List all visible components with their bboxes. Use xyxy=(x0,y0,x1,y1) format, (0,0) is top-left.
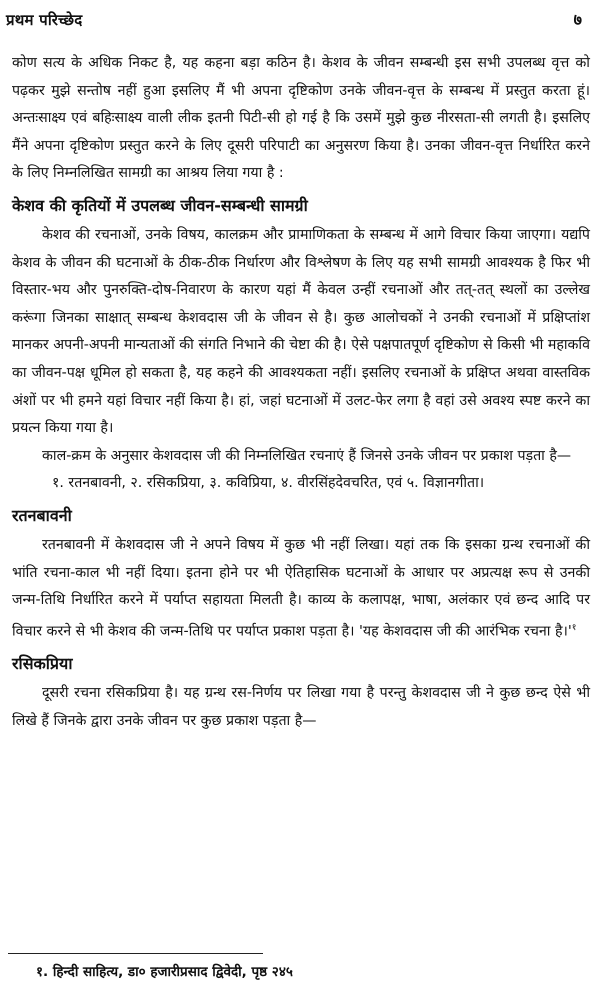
section-heading-rasikpriya: रसिकप्रिया xyxy=(12,654,73,674)
section-heading-ratanbavani: रतनबावनी xyxy=(12,505,72,525)
works-list: १. रतनबावनी, २. रसिकप्रिया, ३. कविप्रिया, ४. वीरसिंहदेवचरित, एवं ५. विज्ञानगीता। xyxy=(52,475,485,492)
paragraph-chronology: काल-क्रम के अनुसार केशवदास जी की निम्नलिखित रचनाएं हैं जिनसे उनके जीवन पर प्रकाश पड़ता है— xyxy=(42,447,572,464)
footnote: १. हिन्दी साहित्य, डा० हजारीप्रसाद द्विवेदी, पृष्ठ २४५ xyxy=(36,964,293,980)
paragraph-works: केशव की रचनाओं, उनके विषय, कालक्रम और प्रामाणिकता के सम्बन्ध में आगे विचार किया जाएगा। यद्यपि केशव के जीवन की घटनाओं के ठीक-ठीक निर्धारण और विश्लेषण के लिए यह सभी सामग्री आवश्यक है फिर भी विस्तार-भय और पुनरुक्ति-दोष-निवारण के कारण यहां मैं केवल उन्हीं रचनाओं और तत्-तत् स्थलों का उल्लेख करूंगा जिनका साक्षात् सम्बन्ध केशवदास जी के जीवन से है। कुछ आलोचकों ने उनकी रचनाओं में प्रक्षिप्तांश मानकर अपनी-अपनी मान्यताओं की संगति निभाने की चेष्टा की है। ऐसे पक्षपातपूर्ण दृष्टिकोण से किसी भी महाकवि का जीवन-पक्ष धूमिल हो सकता है, यह कहने की आवश्यकता नहीं। इसलिए रचनाओं के प्रक्षिप्त अथवा वास्तविक अंशों पर भी हमने यहां विचार नहीं किया है। हां, जहां घटनाओं में उलट-फेर लगा है वहां उसे अवश्य स्पष्ट करने का प्रयत्न किया गया है। xyxy=(12,226,590,437)
footnote-divider xyxy=(8,953,263,954)
page-body xyxy=(12,50,590,735)
paragraph-ratanbavani xyxy=(12,532,590,646)
footnote-marker: १ xyxy=(571,622,577,633)
paragraph-ratanbavani-text: रतनबावनी में केशवदास जी ने अपने विषय में कुछ भी नहीं लिखा। यहां तक कि इसका ग्रन्थ रचनाओं की भांति रचना-काल भी नहीं दिया। इतना होने पर भी ऐतिहासिक घटनाओं के आधार पर अप्रत्यक्ष रूप से उनकी जन्म-तिथि निर्धारित करने में पर्याप्त सहायता मिलती है। काव्य के कलापक्ष, भाषा, अलंकार एवं छन्द आदि पर विचार करने से भी केशव की जन्म-तिथि पर पर्याप्त प्रकाश पड़ता है। 'यह केशवदास जी की आरंभिक रचना है।' xyxy=(12,536,590,640)
page-number: ७ xyxy=(573,10,582,29)
running-head: प्रथम परिच्छेद xyxy=(6,11,83,29)
section-heading-material: केशव की कृतियों में उपलब्ध जीवन-सम्बन्धी सामग्री xyxy=(12,195,308,215)
paragraph-intro: कोण सत्य के अधिक निकट है, यह कहना बड़ा कठिन है। केशव के जीवन सम्बन्धी इस सभी उपलब्ध वृत्त को पढ़कर मुझे सन्तोष नहीं हुआ इसलिए मैं भी अपना दृष्टिकोण उनके जीवन-वृत्त के सम्बन्ध में प्रस्तुत करता हूं। अन्तःसाक्ष्य एवं बहिःसाक्ष्य वाली लीक इतनी पिटी-सी हो गई है कि उसमें मुझे कुछ नीरसता-सी लगती है। इसलिए मैंने अपना दृष्टिकोण प्रस्तुत करने के लिए दूसरी परिपाटी का अनुसरण किया है। उनका जीवन-वृत्त निर्धारित करने के लिए निम्नलिखित सामग्री का आश्रय लिया गया है : xyxy=(12,55,590,182)
paragraph-rasikpriya: दूसरी रचना रसिकप्रिया है। यह ग्रन्थ रस-निर्णय पर लिखा गया है परन्तु केशवदास जी ने कुछ छन्द ऐसे भी लिखे हैं जिनके द्वारा उनके जीवन पर कुछ प्रकाश पड़ता है— xyxy=(12,685,590,729)
